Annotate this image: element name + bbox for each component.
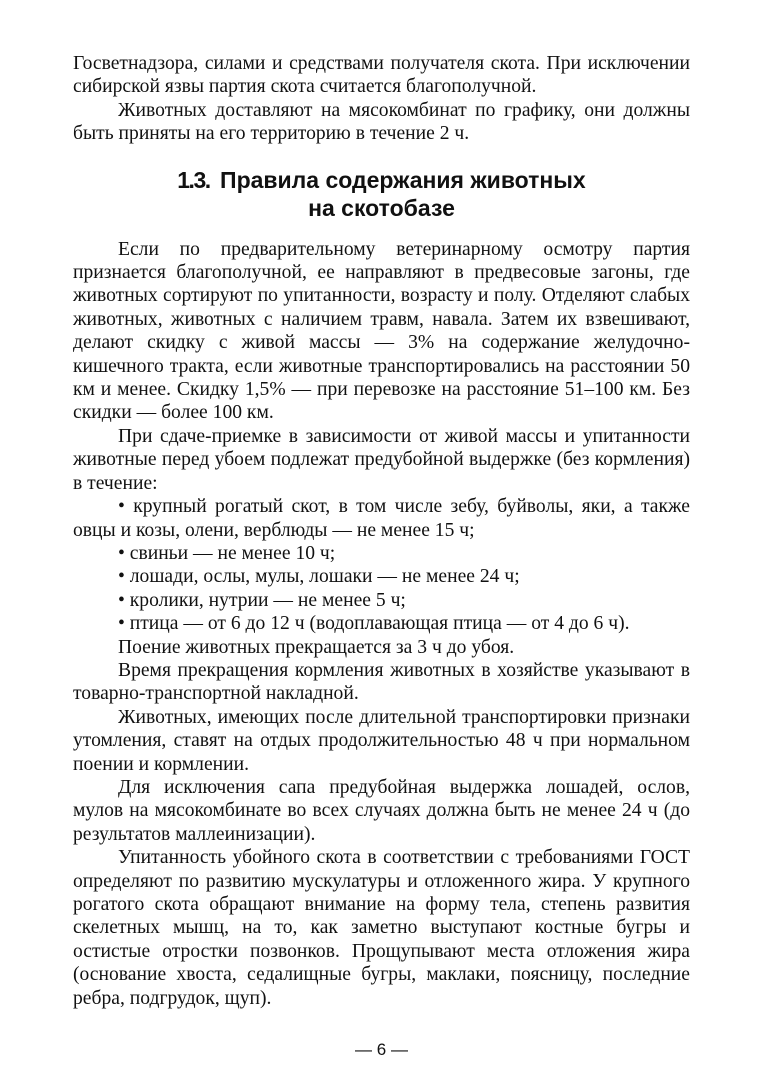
page-body	[73, 52, 690, 1010]
paragraph-sorting: Если по предварительному ветеринарному осмотру партия признается благополучной, ее направляют в предвесовые загоны, где животных сортируют по упитанности, возрасту и полу. Отделяют слабых животных, животных с наличием травм, навала. Затем их взвешивают, делают скидку с живой массы — 3% на содержание желудочно-кишечного тракта, если животные транспортировались на расстоянии 50 км и менее. Скидку 1,5% — при перевозке на расстояние 51–100 км. Без скидки — более 100 км.	[73, 238, 690, 424]
section-title-line2: на скотобазе	[308, 194, 455, 221]
section-number: 1.3.	[177, 166, 210, 193]
list-item-pigs: • свиньи — не менее 10 ч;	[118, 542, 336, 564]
section-heading	[73, 166, 690, 222]
paragraph-feeding-time: Время прекращения кормления животных в хозяйстве указывают в товарно-транспортной накладной.	[73, 659, 690, 705]
list-item-rabbits: • кролики, нутрии — не менее 5 ч;	[118, 589, 406, 611]
paragraph-glanders: Для исключения сапа предубойная выдержка лошадей, ослов, мулов на мясокомбинате во всех случаях должна быть не менее 24 ч (до результатов маллеинизации).	[73, 776, 690, 845]
paragraph-delivery: Животных доставляют на мясокомбинат по графику, они должны быть приняты на его территорию в течение 2 ч.	[73, 99, 690, 145]
list-item-horses: • лошади, ослы, мулы, лошаки — не менее 24 ч;	[118, 566, 520, 588]
paragraph-holding: При сдаче-приемке в зависимости от живой массы и упитанности животные перед убоем подлежат предубойной выдержке (без кормления) в течение:	[73, 425, 690, 494]
page-number: — 6 —	[355, 1040, 408, 1059]
paragraph-fatness: Упитанность убойного скота в соответствии с требованиями ГОСТ определяют по развитию мускулатуры и отложенного жира. У крупного рогатого скота обращают внимание на форму тела, степень развития скелетных мышц, на то, как заметно выступают костные бугры и остистые отростки позвонков. Прощупывают места отложения жира (основание хвоста, седалищные бугры, маклаки, поясницу, последние ребра, подгрудок, щуп).	[73, 847, 690, 1009]
paragraph-watering: Поение животных прекращается за 3 ч до убоя.	[118, 636, 515, 658]
list-item-poultry: • птица — от 6 до 12 ч (водоплавающая птица — от 4 до 6 ч).	[118, 613, 630, 635]
list-item-cattle: • крупный рогатый скот, в том числе зебу, буйволы, яки, а также овцы и козы, олени, верблюды — не менее 15 ч;	[73, 496, 690, 541]
paragraph-continued: Госветнадзора, силами и средствами получателя скота. При исключении сибирской язвы партия скота считается благополучной.	[73, 53, 690, 98]
paragraph-rest: Животных, имеющих после длительной транспортировки признаки утомления, ставят на отдых продолжительностью 48 ч при нормальном поении и кормлении.	[73, 706, 690, 775]
section-title-line1: Правила содержания животных	[220, 166, 586, 193]
